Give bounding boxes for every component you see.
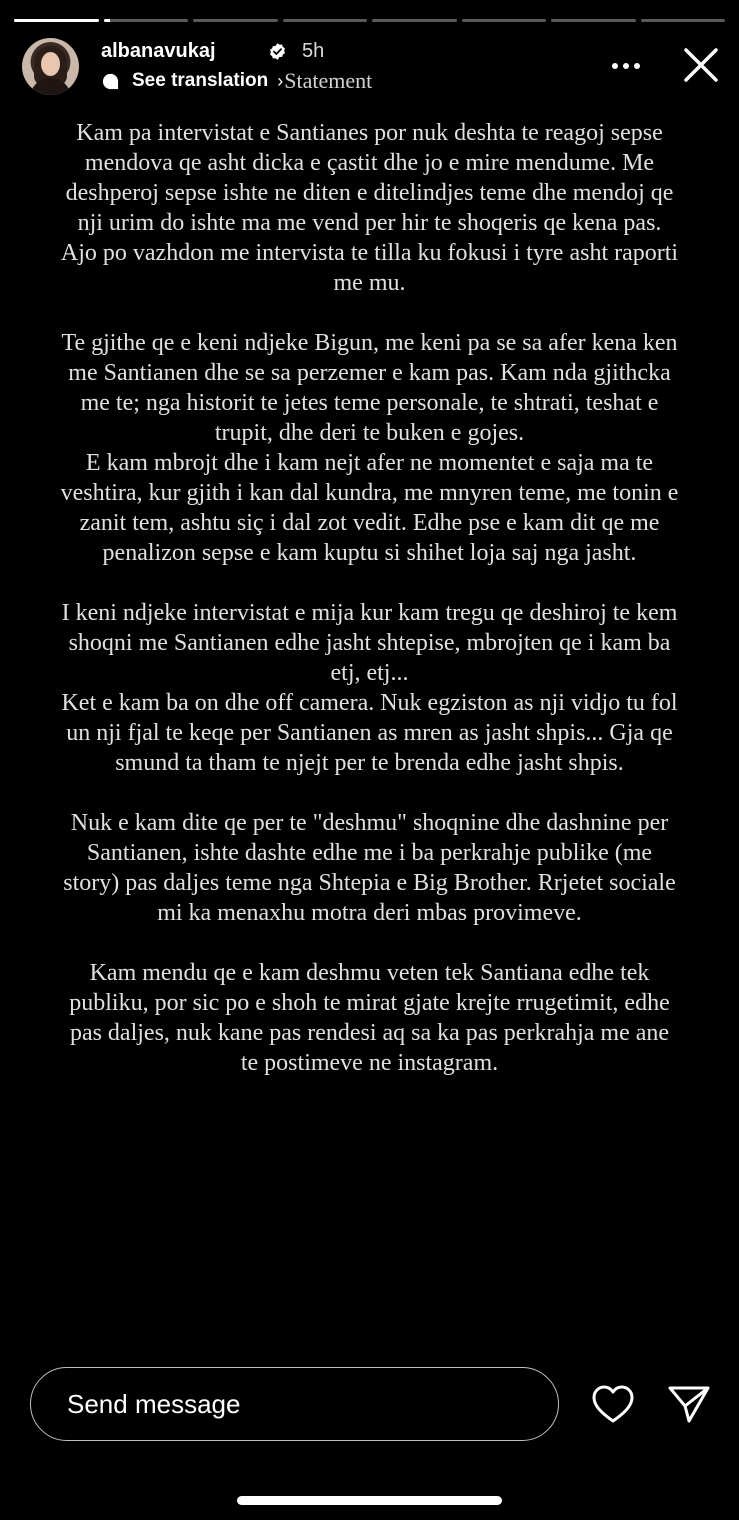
username[interactable]: albanavukaj <box>101 40 216 62</box>
progress-segment <box>193 19 278 22</box>
close-button[interactable] <box>679 43 723 87</box>
chevron-right-icon: › <box>277 70 284 91</box>
home-indicator[interactable] <box>237 1496 502 1505</box>
progress-segment <box>462 19 547 22</box>
see-translation-row[interactable] <box>101 69 372 93</box>
progress-segment <box>283 19 368 22</box>
send-icon[interactable] <box>666 1383 712 1425</box>
progress-segment <box>14 19 99 22</box>
progress-segment <box>641 19 726 22</box>
story-paragraph: Kam mendu qe e kam deshmu veten tek Santiana edhe tek publiku, por sic po e shoh te mirat gjate krejte rrugetimit, edhe pas daljes, nuk kane pas rendesi aq sa ka pas perkrahja me ane te postimeve ne instagram. <box>69 960 670 1076</box>
see-translation-link[interactable]: See translation <box>132 70 269 91</box>
story-text <box>60 118 679 1108</box>
progress-segment-active <box>104 19 189 22</box>
story-header <box>22 38 723 98</box>
story-paragraph: Kam pa intervistat e Santianes por nuk deshta te reagoj sepse mendova qe asht dicka e çastit dhe jo e mire mendume. Me deshperoj sepse ishte ne diten e ditelindjes teme dhe mendoj qe nji urim do ishte ma me vend per hir te shoqeris qe kena pas. Ajo po vazhdon me intervista te tilla ku fokusi i tyre asht raporti me mu. <box>60 120 679 296</box>
story-paragraph: Te gjithe qe e keni ndjeke Bigun, me keni pa se sa afer kena ken me Santianen dhe se sa perzemer e kam pas. Kam nda gjithcka me te; nga historit te jetes teme personale, te shtrati, teshat e trupit, dhe deri te buken e gojes. E kam mbrojt dhe i kam nejt afer ne momentet e saja ma te veshtira, kur gjith i kan dal kundra, me mnyren teme, me tonin e zanit tem, ashtu siç i dal zot vedit. Edhe pse e kam dit qe me penalizon sepse e kam kuptu si shihet loja saj nga jasht. <box>60 330 679 566</box>
story-paragraph: Nuk e kam dite qe per te "deshmu" shoqnine dhe dashnine per Santianen, ishte dashte edhe me i ba perkrahje publike (me story) pas daljes teme nga Shtepia e Big Brother. Rrjetet sociale mi ka menaxhu motra deri mbas provimeve. <box>63 810 676 926</box>
progress-segment <box>551 19 636 22</box>
more-icon <box>611 62 641 70</box>
translate-icon <box>101 72 120 91</box>
more-options-button[interactable] <box>607 51 645 81</box>
heart-icon[interactable] <box>590 1383 636 1425</box>
close-icon <box>683 47 719 83</box>
avatar[interactable] <box>22 38 79 95</box>
story-caption: Statement <box>284 68 373 93</box>
story-progress-bar <box>14 19 725 22</box>
post-time: 5h <box>302 40 325 62</box>
send-message-placeholder: Send message <box>67 1388 241 1419</box>
progress-segment <box>372 19 457 22</box>
send-message-input[interactable] <box>30 1367 559 1441</box>
story-paragraph: I keni ndjeke intervistat e mija kur kam tregu qe deshiroj te kem shoqni me Santianen edhe jasht shtepise, mbrojten qe i kam ba etj, etj... Ket e kam ba on dhe off camera. Nuk egziston as nji vidjo tu fol un nji fjal te keqe per Santianen as mren as jasht shpis... Gja qe smund ta tham te njejt per te brenda edhe jasht shpis. <box>61 600 678 776</box>
verified-badge-icon <box>268 42 287 61</box>
